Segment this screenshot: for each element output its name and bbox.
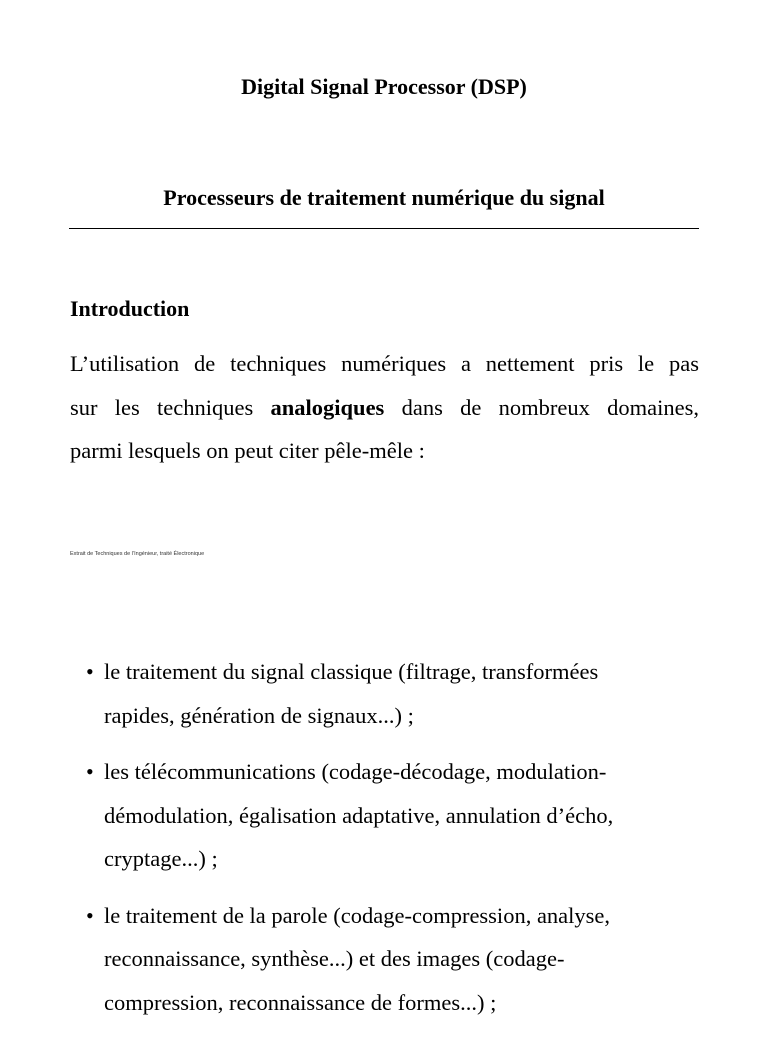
document-title: Digital Signal Processor (DSP) <box>241 74 527 99</box>
list-item-text <box>104 650 706 737</box>
list-item-line: les télécommunications (codage-décodage, modulation- <box>104 759 607 784</box>
list-item-line: le traitement du signal classique (filtrage, transformées <box>104 659 599 684</box>
section-heading-introduction: Introduction <box>70 296 190 321</box>
bullet-icon: • <box>86 902 94 928</box>
intro-bold-term: analogiques <box>270 394 385 420</box>
document-subtitle: Processeurs de traitement numérique du signal <box>163 185 605 210</box>
list-item-line: compression, reconnaissance de formes...) ; <box>104 989 497 1015</box>
bullet-icon: • <box>86 659 94 684</box>
intro-line-1: L’utilisation de techniques numériques a nettement pris le pas <box>70 351 699 376</box>
list-item <box>86 750 706 881</box>
intro-line-2-end: dans de nombreux domaines, <box>384 394 699 420</box>
intro-line-3: parmi lesquels on peut citer pêle-mêle : <box>70 438 425 463</box>
list-item <box>86 650 706 737</box>
intro-line-2-start: sur les techniques <box>70 394 271 420</box>
list-item-line: démodulation, égalisation adaptative, annulation d’écho, <box>104 802 614 828</box>
intro-paragraph <box>70 342 699 473</box>
bullet-icon: • <box>86 759 94 784</box>
intro-line-2 <box>70 386 699 430</box>
list-item-line: le traitement de la parole (codage-compression, analyse, <box>104 902 611 928</box>
list-item-line: cryptage...) ; <box>104 846 218 871</box>
list-item-line: rapides, génération de signaux...) ; <box>104 702 414 728</box>
list-item-text <box>104 750 706 881</box>
horizontal-rule <box>69 228 699 229</box>
source-footnote: Extrait de Techniques de l’Ingénieur, traité Électronique <box>70 551 205 557</box>
list-item <box>86 894 706 1025</box>
list-item-line: reconnaissance, synthèse...) et des images (codage- <box>104 946 565 971</box>
list-item-text <box>104 894 706 1025</box>
bullet-list <box>86 650 706 1037</box>
